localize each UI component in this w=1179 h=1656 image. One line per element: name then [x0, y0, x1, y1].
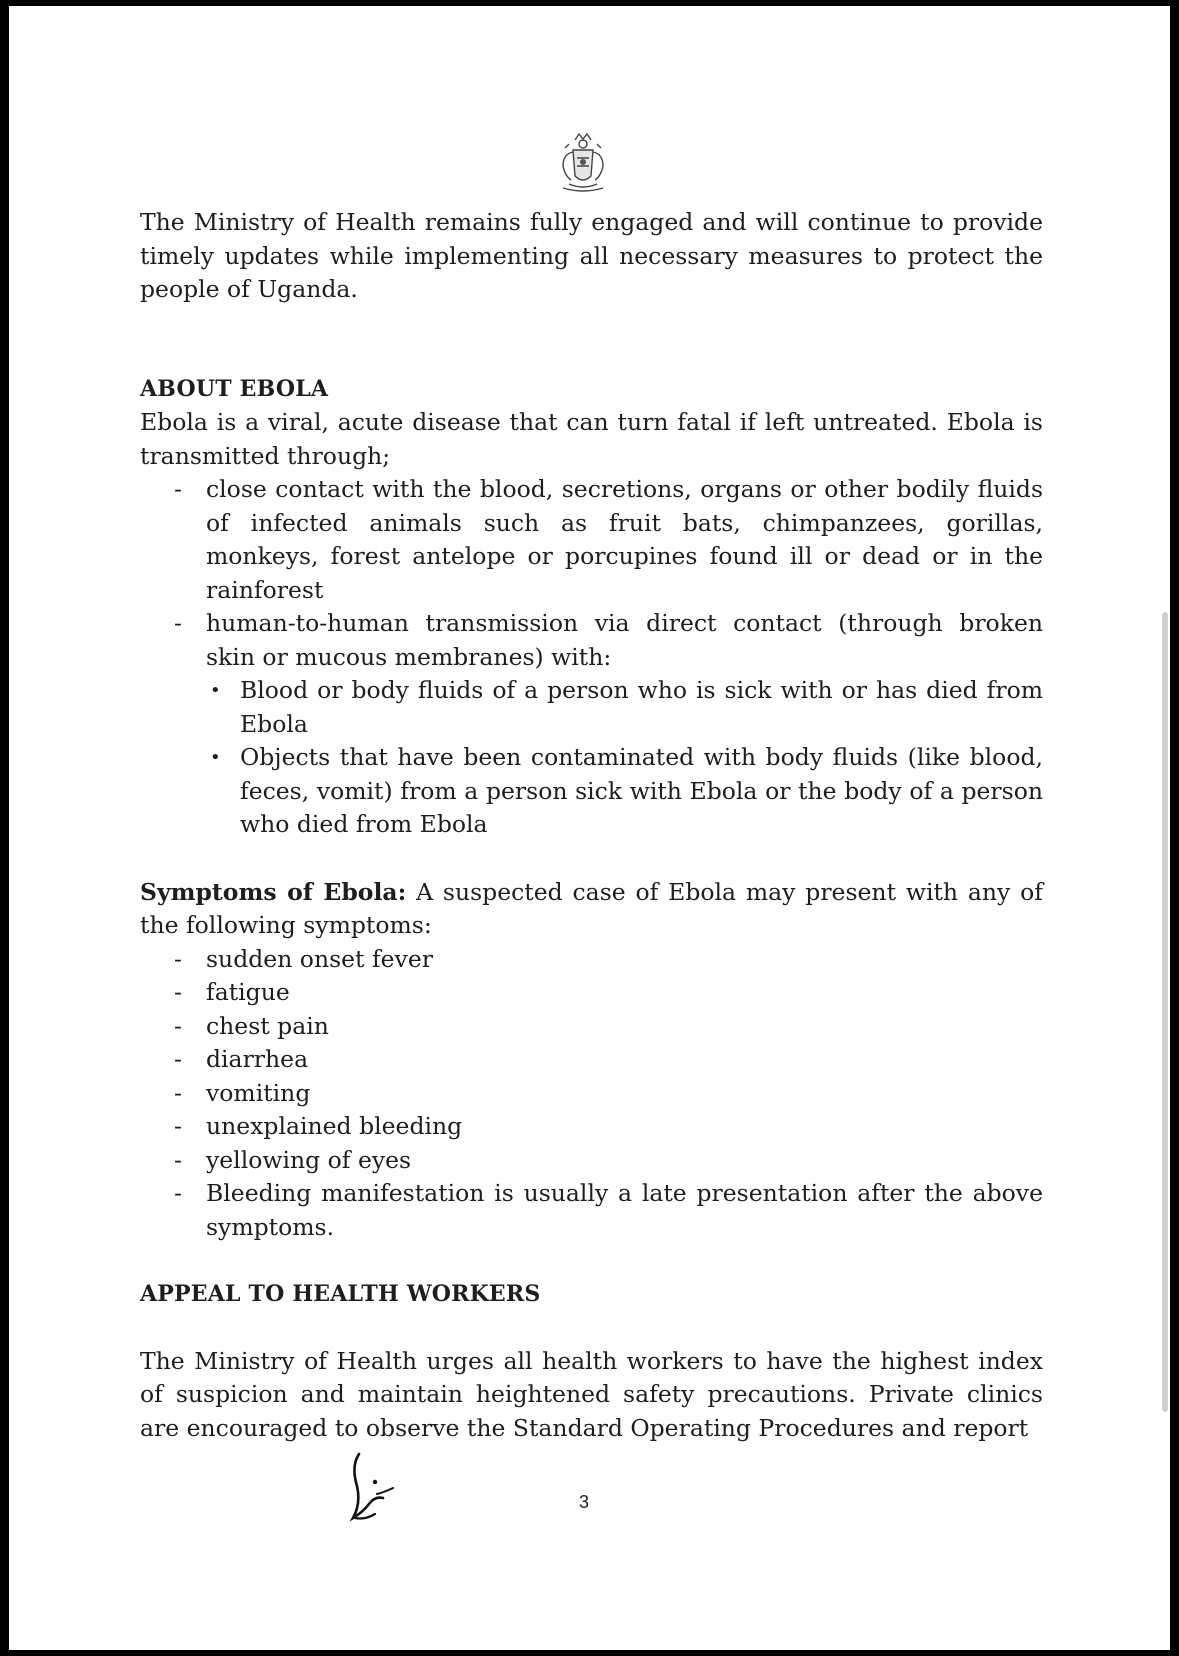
symptoms-paragraph [140, 876, 1043, 943]
list-item: - diarrhea [206, 1043, 1043, 1077]
coat-of-arms-icon [555, 132, 611, 196]
list-item: - fatigue [206, 976, 1043, 1010]
document-body [140, 206, 1043, 1445]
list-item-text: human-to-human transmission via direct contact (through broken skin or mucous membranes) with: [206, 609, 1043, 671]
signature-icon [345, 1446, 405, 1526]
list-item: • Objects that have been contaminated with body fluids (like blood, feces, vomit) from a person sick with Ebola or the body of a person who died from Ebola [240, 741, 1043, 842]
list-item [206, 607, 1043, 842]
transmission-list [140, 473, 1043, 842]
list-item: - close contact with the blood, secretions, organs or other bodily fluids of infected animals such as fruit bats, chimpanzees, gorillas, monkeys, forest antelope or porcupines found ill or dead or in the rainforest [206, 473, 1043, 607]
list-item: - Bleeding manifestation is usually a late presentation after the above symptoms. [206, 1177, 1043, 1244]
intro-paragraph: The Ministry of Health remains fully engaged and will continue to provide timely updates while implementing all necessary measures to protect the people of Uganda. [140, 208, 1043, 303]
symptoms-intro: A suspected case of Ebola may present with any of the following symptoms: [140, 877, 1043, 939]
symptoms-list [140, 943, 1043, 1245]
about-ebola-paragraph: Ebola is a viral, acute disease that can turn fatal if left untreated. Ebola is transmitted through; [140, 408, 1043, 470]
document-page [9, 6, 1170, 1650]
list-item: • Blood or body fluids of a person who is sick with or has died from Ebola [240, 674, 1043, 741]
list-item: - vomiting [206, 1077, 1043, 1111]
appeal-paragraph: The Ministry of Health urges all health workers to have the highest index of suspicion and maintain heightened safety precautions. Private clinics are encouraged to observe the Standard Operating Procedures and report [140, 1346, 1043, 1442]
list-item: - chest pain [206, 1010, 1043, 1044]
list-item: - yellowing of eyes [206, 1144, 1043, 1178]
list-item: - unexplained bleeding [206, 1110, 1043, 1144]
scrollbar-thumb[interactable] [1162, 612, 1168, 1412]
symptoms-label: Symptoms of Ebola: [140, 877, 407, 906]
transmission-sublist [206, 674, 1043, 842]
appeal-heading: APPEAL TO HEALTH WORKERS [140, 1281, 541, 1307]
page-number: 3 [579, 1492, 590, 1512]
list-item: - sudden onset fever [206, 943, 1043, 977]
about-ebola-heading: ABOUT EBOLA [140, 375, 329, 402]
scrollbar[interactable] [1158, 6, 1170, 1650]
